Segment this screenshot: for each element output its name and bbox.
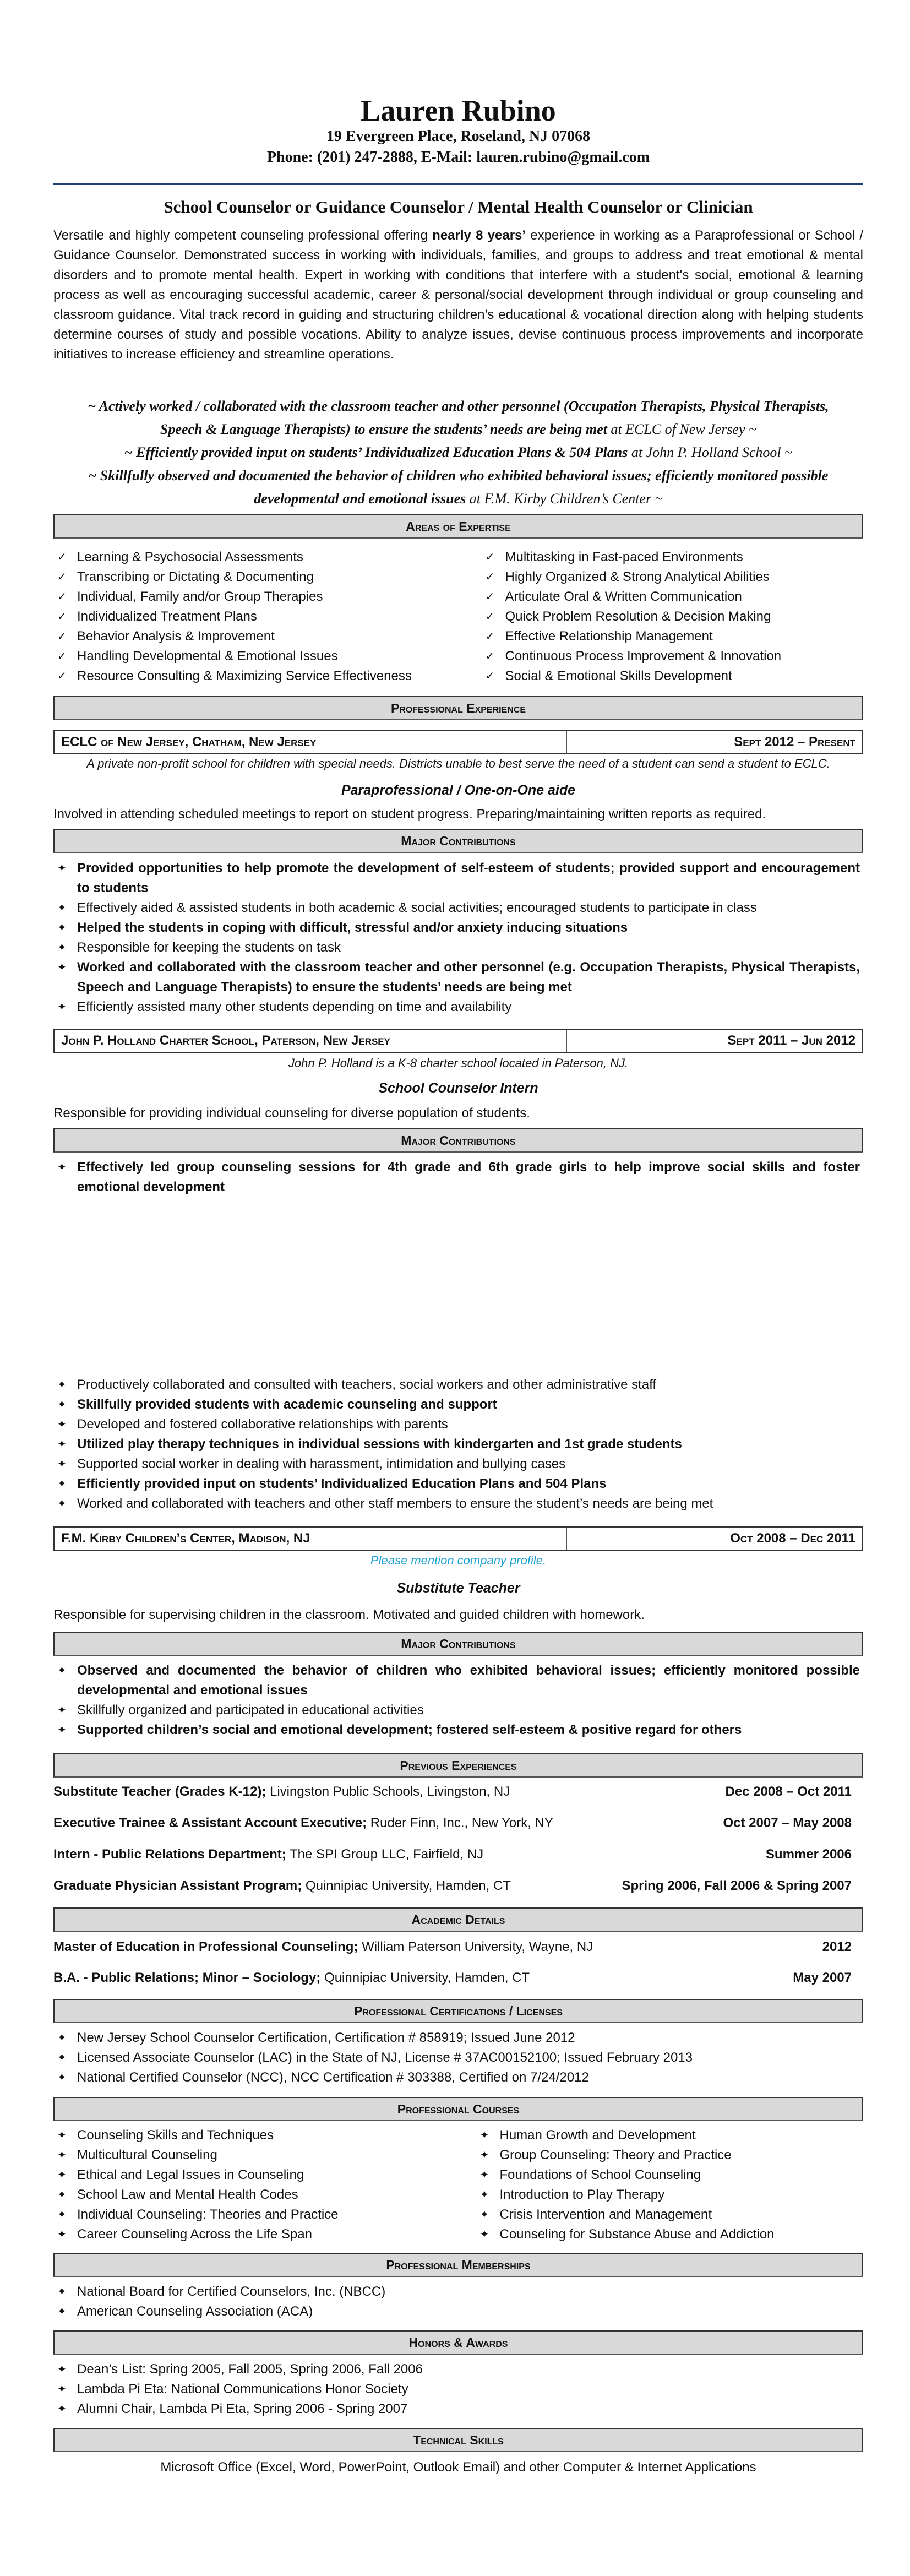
list-item-text: Lambda Pi Eta: National Communications Honor Society [77,2382,408,2396]
list-item [53,1415,860,1434]
entry-row [53,1782,852,1802]
check-icon: ✓ [485,611,495,623]
highlight-place: at John P. Holland School ~ [628,444,793,460]
courses-list [53,2126,860,2245]
list-item [482,547,860,567]
list-item [53,1375,860,1395]
section-header-memberships: Professional Memberships [53,2253,863,2277]
list-item-text: Efficiently assisted many other students depending on time and availability [77,999,512,1014]
employer: F.M. Kirby Children’s Center, Madison, NJ [55,1528,567,1550]
job-dates: Sept 2012 – Present [734,735,855,749]
list-item [53,2302,860,2322]
header-divider [53,183,863,185]
four-point-star-icon: ✦ [57,1379,67,1391]
list-item-text: Articulate Oral & Written Communication [505,589,742,604]
entry-title-org [53,1876,511,1896]
list-item-text: Developed and fostered collaborative relationships with parents [77,1417,448,1432]
entry-row [53,1968,852,1988]
check-icon: ✓ [57,611,67,623]
four-point-star-icon: ✦ [57,1001,67,1013]
check-icon: ✓ [57,631,67,643]
highlight-place: at ECLC of New Jersey ~ [607,421,757,437]
four-point-star-icon: ✦ [57,1665,67,1677]
list-item [53,2205,438,2225]
list-item-text: Observed and documented the behavior of children who exhibited behavioral issues; efficiently monitored possible developmental and emotional issues [77,1663,860,1698]
four-point-star-icon: ✦ [57,1458,67,1470]
entry-dates: May 2007 [793,1970,852,1985]
list-item [53,1434,860,1454]
courses-column-right [438,2126,860,2245]
list-item [53,997,860,1017]
four-point-star-icon: ✦ [57,862,67,874]
check-icon: ✓ [57,670,67,682]
four-point-star-icon: ✦ [57,2072,67,2084]
list-item-text: Individual, Family and/or Group Therapies [77,589,323,604]
four-point-star-icon: ✦ [57,1161,67,1173]
list-item [53,1474,860,1494]
entry-title: Master of Education in Professional Counseling; [53,1939,358,1954]
list-item [482,666,860,686]
list-item-text: Learning & Psychosocial Assessments [77,550,303,564]
memberships-list [53,2282,860,2322]
four-point-star-icon: ✦ [57,2286,67,2298]
check-icon: ✓ [485,631,495,643]
job-header [53,1029,863,1053]
list-item-text: Efficiently provided input on students’ Individualized Education Plans and 504 Plans [77,1476,607,1491]
list-item-text: Resource Consulting & Maximizing Service Effectiveness [77,669,412,683]
entry-org: William Paterson University, Wayne, NJ [358,1939,593,1954]
job-dates: Sept 2011 – Jun 2012 [727,1033,855,1048]
list-item-text: Multitasking in Fast-paced Environments [505,550,743,564]
honors-list [53,2360,860,2419]
check-icon: ✓ [485,650,495,662]
check-icon: ✓ [57,551,67,563]
entry-org: Livingston Public Schools, Livingston, NJ [266,1784,510,1799]
list-item-text: Utilized play therapy techniques in individual sessions with kindergarten and 1st grade students [77,1437,682,1452]
list-item [53,2126,438,2145]
summary-emphasis: nearly 8 years’ [432,228,526,243]
list-item [53,1700,860,1720]
entry-org: Ruder Finn, Inc., New York, NY [367,1816,553,1830]
list-item [53,938,860,958]
list-item-text: Helped the students in coping with difficult, stressful and/or anxiety inducing situations [77,920,628,935]
job-description: Responsible for providing individual counseling for diverse population of students. [53,1106,530,1121]
list-item [53,1494,860,1514]
list-item [53,2145,438,2165]
four-point-star-icon: ✦ [57,961,67,974]
list-item [53,587,432,607]
check-icon: ✓ [57,650,67,662]
four-point-star-icon: ✦ [479,2149,489,2161]
contributions-list [53,1157,860,1197]
section-header-academic: Academic Details [53,1907,863,1932]
list-item-text: Individual Counseling: Theories and Practice [77,2207,339,2222]
list-item-text: Transcribing or Dictating & Documenting [77,569,314,584]
list-item-text: Career Counseling Across the Life Span [77,2227,312,2242]
section-header-contributions: Major Contributions [53,1128,863,1153]
list-item [53,1454,860,1474]
list-item [53,627,432,646]
job-description: Responsible for supervising children in the classroom. Motivated and guided children with homework. [53,1607,645,1622]
list-item-text: Effective Relationship Management [505,629,713,644]
highlight-bold: ~ Skillfully observed and documented the behavior of children who exhibited behavioral issues; efficiently monitored possible developmental and emotional issues [88,468,829,507]
courses-column-left [53,2126,438,2245]
check-icon: ✓ [57,571,67,583]
list-item [53,2360,860,2379]
list-item [53,2225,438,2245]
list-item-text: Human Growth and Development [499,2128,696,2143]
four-point-star-icon: ✦ [57,1724,67,1736]
section-header-contributions: Major Contributions [53,829,863,853]
entry-row [53,1876,852,1896]
job-role: Substitute Teacher [396,1580,520,1596]
list-item-text: Quick Problem Resolution & Decision Making [505,609,771,624]
entry-title-org [53,1813,553,1833]
job-dates: Oct 2008 – Dec 2011 [730,1531,855,1546]
company-profile: John P. Holland is a K-8 charter school located in Paterson, NJ. [288,1056,629,1070]
job-description: Involved in attending scheduled meetings to report on student progress. Preparing/maintaining written reports as required. [53,807,766,822]
list-item [482,607,860,627]
list-item [53,2048,860,2068]
list-item-text: Counseling for Substance Abuse and Addiction [499,2227,775,2242]
list-item-text: Highly Organized & Strong Analytical Abilities [505,569,770,584]
check-icon: ✓ [485,670,495,682]
list-item-text: Counseling Skills and Techniques [77,2128,274,2143]
contact-info: Phone: (201) 247-2888, E-Mail: lauren.rubino@gmail.com [266,149,650,166]
list-item-text: Worked and collaborated with the classroom teacher and other personnel (e.g. Occupation Therapists, Physical Therapists, Speech and Language Therapists) to ensure the students’ needs are being met [77,960,860,994]
section-header-experience: Professional Experience [53,696,863,720]
list-item-text: Group Counseling: Theory and Practice [499,2148,732,2162]
summary [53,226,863,365]
highlight [66,464,851,510]
section-header-expertise: Areas of Expertise [53,514,863,539]
list-item-text: Alumni Chair, Lambda Pi Eta, Spring 2006 - Spring 2007 [77,2401,408,2416]
list-item-text: Social & Emotional Skills Development [505,669,732,683]
list-item [53,958,860,997]
list-item [53,2165,438,2185]
entry-row [53,1845,852,1865]
list-item [53,858,860,898]
summary-text-rest: experience in working as a Paraprofessional or School / Guidance Counselor. Demonstrated success in working with individuals, families, and groups to address and treat emotional & mental disorders and to promote mental health. Expert in working with conditions that interfere with a student's social, emotional & learning process as well as encouraging successful academic, career & personal/social development through individual or group counseling and classroom guidance. Vital track record in guiding and structuring children’s educational & vocational direction along with helping students determine courses of study and possible vocations. Ability to analyze issues, devise continuous process improvements and incorporate initiatives to increase efficiency and streamline operations. [53,228,863,362]
employer: ECLC of New Jersey, Chatham, New Jersey [55,731,567,753]
section-header-technical: Technical Skills [53,2428,863,2452]
entry-title: Graduate Physician Assistant Program; [53,1878,302,1893]
entry-title: Substitute Teacher (Grades K-12); [53,1784,266,1799]
list-item [476,2126,860,2145]
highlight [66,441,851,464]
summary-text: Versatile and highly competent counseling professional offering [53,228,433,243]
list-item-text: Effectively led group counseling sessions for 4th grade and 6th grade girls to help improve social skills and foster emotional development [77,1160,860,1194]
list-item [53,2282,860,2302]
list-item-text: Dean’s List: Spring 2005, Fall 2005, Spring 2006, Fall 2006 [77,2362,423,2377]
list-item [53,918,860,938]
four-point-star-icon: ✦ [57,2363,67,2376]
address: 19 Evergreen Place, Roseland, NJ 07068 [326,128,591,145]
list-item [476,2185,860,2205]
list-item-text: Provided opportunities to help promote the development of self-esteem of students; provided support and encouragement to students [77,861,860,895]
four-point-star-icon: ✦ [57,2383,67,2395]
list-item [53,1157,860,1197]
list-item-text: Behavior Analysis & Improvement [77,629,275,644]
four-point-star-icon: ✦ [57,1704,67,1716]
four-point-star-icon: ✦ [479,2129,489,2142]
entry-title: Executive Trainee & Assistant Account Executive; [53,1816,367,1830]
four-point-star-icon: ✦ [57,2306,67,2318]
list-item-text: Introduction to Play Therapy [499,2187,665,2202]
technical-skills: Microsoft Office (Excel, Word, PowerPoint, Outlook Email) and other Computer & Internet Applications [160,2460,756,2475]
check-icon: ✓ [485,591,495,603]
company-profile-placeholder: Please mention company profile. [370,1553,547,1567]
list-item [482,587,860,607]
four-point-star-icon: ✦ [57,922,67,934]
list-item [476,2225,860,2245]
four-point-star-icon: ✦ [479,2209,489,2221]
list-item-text: Handling Developmental & Emotional Issues [77,649,338,664]
list-item [53,646,432,666]
list-item [482,567,860,587]
list-item [53,2379,860,2399]
entry-dates: 2012 [822,1939,852,1954]
highlights [66,395,851,510]
list-item [53,666,432,686]
list-item [53,1661,860,1700]
company-profile: A private non-profit school for children with special needs. Districts unable to best serve the need of a student can send a student to ECLC. [86,757,830,770]
entry-dates: Oct 2007 – May 2008 [723,1816,852,1830]
list-item-text: Skillfully organized and participated in educational activities [77,1703,424,1718]
list-item-text: Productively collaborated and consulted with teachers, social workers and other administrative staff [77,1377,657,1392]
entry-dates: Spring 2006, Fall 2006 & Spring 2007 [622,1878,852,1893]
certifications-list [53,2028,860,2088]
four-point-star-icon: ✦ [57,902,67,914]
entry-row [53,1937,852,1957]
entry-org: Quinnipiac University, Hamden, CT [320,1970,530,1985]
highlight-bold: ~ Efficiently provided input on students’ Individualized Education Plans & 504 Plans [124,444,628,460]
entry-title: B.A. - Public Relations; Minor – Sociology; [53,1970,321,1985]
employer: John P. Holland Charter School, Paterson, New Jersey [55,1030,567,1052]
list-item-text: Worked and collaborated with teachers and other staff members to ensure the student’s needs are being met [77,1496,713,1511]
entry-title-org [53,1782,510,1802]
list-item-text: School Law and Mental Health Codes [77,2187,298,2202]
four-point-star-icon: ✦ [57,2169,67,2181]
list-item-text: Skillfully provided students with academic counseling and support [77,1397,497,1412]
expertise-list [53,547,860,686]
list-item-text: Foundations of School Counseling [499,2167,701,2182]
list-item [53,547,432,567]
four-point-star-icon: ✦ [57,1498,67,1510]
four-point-star-icon: ✦ [57,2129,67,2142]
list-item-text: National Board for Certified Counselors, Inc. (NBCC) [77,2284,386,2299]
section-header-previous: Previous Experiences [53,1753,863,1778]
section-header-certifications: Professional Certifications / Licenses [53,1999,863,2023]
list-item [53,567,432,587]
contributions-list-continued [53,1375,860,1514]
four-point-star-icon: ✦ [479,2189,489,2201]
list-item [53,2028,860,2048]
list-item [53,898,860,918]
list-item [476,2165,860,2185]
check-icon: ✓ [57,591,67,603]
four-point-star-icon: ✦ [479,2229,489,2241]
list-item [53,607,432,627]
four-point-star-icon: ✦ [57,2149,67,2161]
expertise-column-left [53,547,432,686]
list-item-text: Responsible for keeping the students on task [77,940,341,955]
highlight [66,395,851,441]
four-point-star-icon: ✦ [479,2169,489,2181]
entry-title-org [53,1937,593,1957]
four-point-star-icon: ✦ [57,2032,67,2044]
check-icon: ✓ [485,551,495,563]
expertise-column-right [432,547,860,686]
list-item-text: Ethical and Legal Issues in Counseling [77,2167,304,2182]
highlight-place: at F.M. Kirby Children’s Center ~ [466,491,663,507]
list-item [476,2145,860,2165]
section-header-contributions: Major Contributions [53,1632,863,1656]
list-item-text: New Jersey School Counselor Certification, Certification # 858919; Issued June 2012 [77,2030,575,2045]
job-role: Paraprofessional / One-on-One aide [341,782,576,798]
entry-title: Intern - Public Relations Department; [53,1847,286,1862]
list-item-text: Supported social worker in dealing with harassment, intimidation and bullying cases [77,1457,566,1471]
list-item [53,1720,860,1740]
contributions-list [53,858,860,1017]
highlight-bold: ~ Actively worked / collaborated with the classroom teacher and other personnel (Occupation Therapists, Physical Therapists, Speech & Language Therapists) to ensure the students’ needs are being met [88,398,829,437]
four-point-star-icon: ✦ [57,2189,67,2201]
list-item-text: Continuous Process Improvement & Innovation [505,649,782,664]
list-item [53,2185,438,2205]
four-point-star-icon: ✦ [57,1419,67,1431]
entry-dates: Dec 2008 – Oct 2011 [725,1784,852,1799]
entry-org: Quinnipiac University, Hamden, CT [302,1878,511,1893]
check-icon: ✓ [485,571,495,583]
headline: School Counselor or Guidance Counselor / Mental Health Counselor or Clinician [164,197,753,216]
section-header-courses: Professional Courses [53,2097,863,2121]
list-item-text: Multicultural Counseling [77,2148,217,2162]
list-item-text: Crisis Intervention and Management [499,2207,712,2222]
list-item-text: National Certified Counselor (NCC), NCC Certification # 303388, Certified on 7/24/2012 [77,2070,589,2085]
list-item-text: Supported children’s social and emotional development; fostered self-esteem & positive regard for others [77,1722,742,1737]
section-header-honors: Honors & Awards [53,2330,863,2355]
list-item [476,2205,860,2225]
four-point-star-icon: ✦ [57,1478,67,1490]
entry-org: The SPI Group LLC, Fairfield, NJ [286,1847,484,1862]
list-item-text: Licensed Associate Counselor (LAC) in the State of NJ, License # 37AC00152100; Issued February 2013 [77,2050,693,2065]
list-item-text: Effectively aided & assisted students in both academic & social activities; encouraged students to participate in class [77,900,757,915]
list-item [53,1395,860,1415]
list-item [482,627,860,646]
four-point-star-icon: ✦ [57,1399,67,1411]
list-item [53,2399,860,2419]
contributions-list [53,1661,860,1740]
four-point-star-icon: ✦ [57,2403,67,2415]
four-point-star-icon: ✦ [57,2229,67,2241]
entry-dates: Summer 2006 [765,1847,852,1862]
entry-row [53,1813,852,1833]
entry-title-org [53,1968,530,1988]
job-header [53,730,863,754]
list-item [53,2068,860,2088]
four-point-star-icon: ✦ [57,942,67,954]
job-role: School Counselor Intern [378,1080,538,1096]
entry-title-org [53,1845,483,1865]
four-point-star-icon: ✦ [57,1438,67,1450]
four-point-star-icon: ✦ [57,2209,67,2221]
job-header [53,1526,863,1551]
four-point-star-icon: ✦ [57,2052,67,2064]
list-item [482,646,860,666]
candidate-name: Lauren Rubino [361,94,556,127]
list-item-text: American Counseling Association (ACA) [77,2304,313,2319]
list-item-text: Individualized Treatment Plans [77,609,257,624]
